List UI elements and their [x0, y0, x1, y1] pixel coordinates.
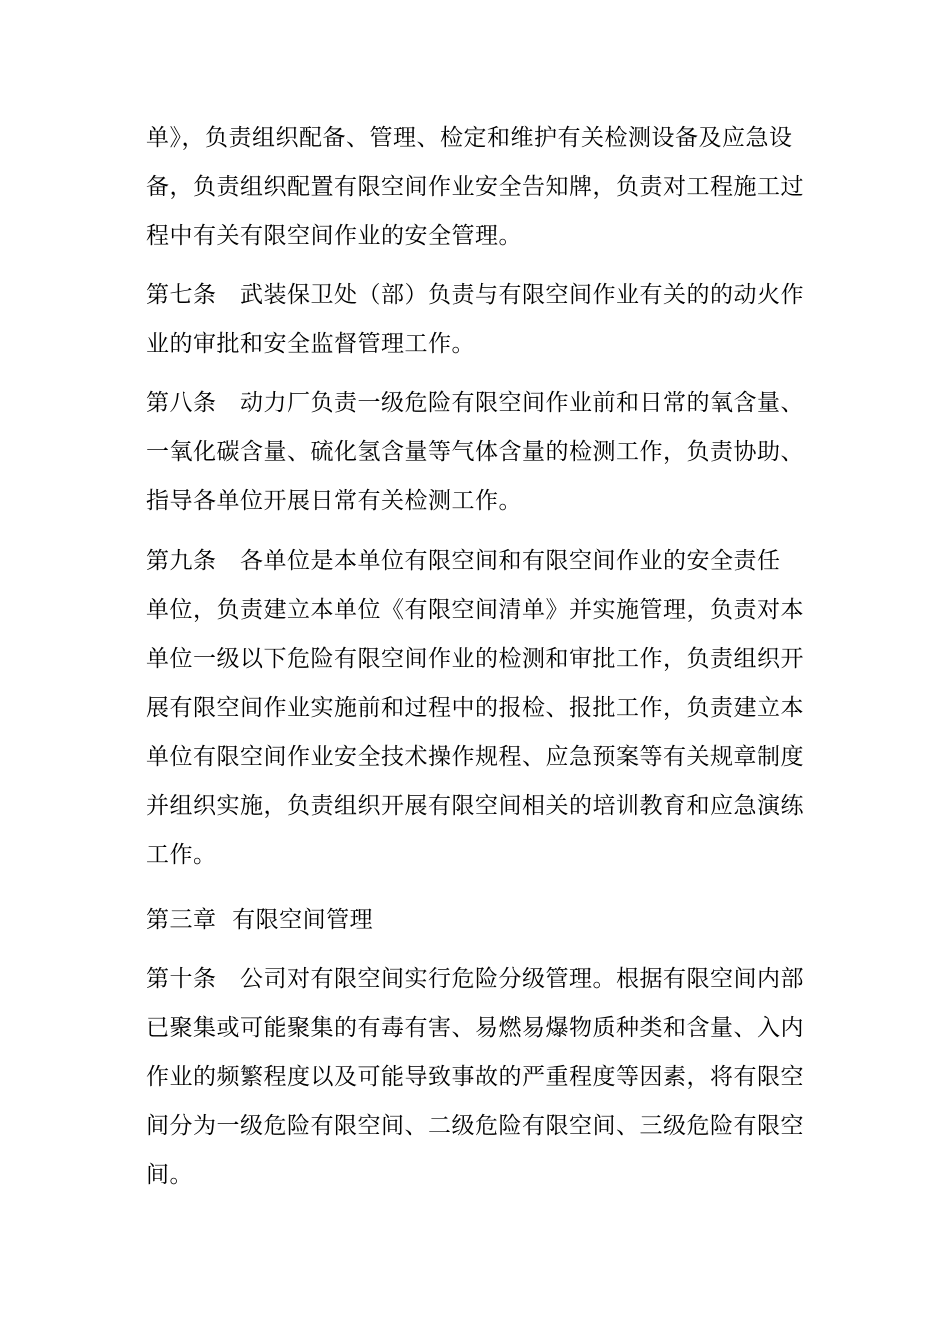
- text-line: 作业的频繁程度以及可能导致事故的严重程度等因素，将有限空: [146, 1064, 804, 1090]
- text-line: 程中有关有限空间作业的安全管理。: [146, 223, 522, 249]
- text-line: 第八条 动力厂负责一级危险有限空间作业前和日常的氧含量、: [146, 390, 804, 416]
- text-line: 单位一级以下危险有限空间作业的检测和审批工作，负责组织开: [146, 646, 804, 672]
- article-10: [146, 955, 816, 1200]
- text-line: 间分为一级危险有限空间、二级危险有限空间、三级危险有限空: [146, 1113, 804, 1139]
- article-8: [146, 379, 816, 526]
- text-line: 业的审批和安全监督管理工作。: [146, 331, 475, 357]
- text-line: 一氧化碳含量、硫化氢含量等气体含量的检测工作，负责协助、: [146, 439, 804, 465]
- paragraph-continuation: [146, 114, 816, 261]
- text-line: 第七条 武装保卫处（部）负责与有限空间作业有关的的动火作: [146, 282, 804, 308]
- text-line: 已聚集或可能聚集的有毒有害、易燃易爆物质种类和含量、入内: [146, 1015, 804, 1041]
- text-line: 展有限空间作业实施前和过程中的报检、报批工作，负责建立本: [146, 695, 804, 721]
- text-line: 并组织实施，负责组织开展有限空间相关的培训教育和应急演练: [146, 793, 804, 819]
- article-7: [146, 271, 816, 369]
- text-line: 第九条 各单位是本单位有限空间和有限空间作业的安全责任: [146, 548, 781, 574]
- text-line: 单》，负责组织配备、管理、检定和维护有关检测设备及应急设: [146, 125, 793, 151]
- text-line: 间。: [146, 1162, 193, 1188]
- text-line: 备，负责组织配置有限空间作业安全告知牌，负责对工程施工过: [146, 174, 804, 200]
- text-line: 工作。: [146, 842, 217, 868]
- text-line: 单位有限空间作业安全技术操作规程、应急预案等有关规章制度: [146, 744, 804, 770]
- text-line: 第十条 公司对有限空间实行危险分级管理。根据有限空间内部: [146, 966, 804, 992]
- article-9: [146, 537, 816, 880]
- text-line: 第三章 有限空间管理: [146, 907, 374, 933]
- text-line: 指导各单位开展日常有关检测工作。: [146, 488, 522, 514]
- text-line: 单位，负责建立本单位《有限空间清单》并实施管理，负责对本: [146, 597, 804, 623]
- chapter-3-heading: [146, 896, 816, 945]
